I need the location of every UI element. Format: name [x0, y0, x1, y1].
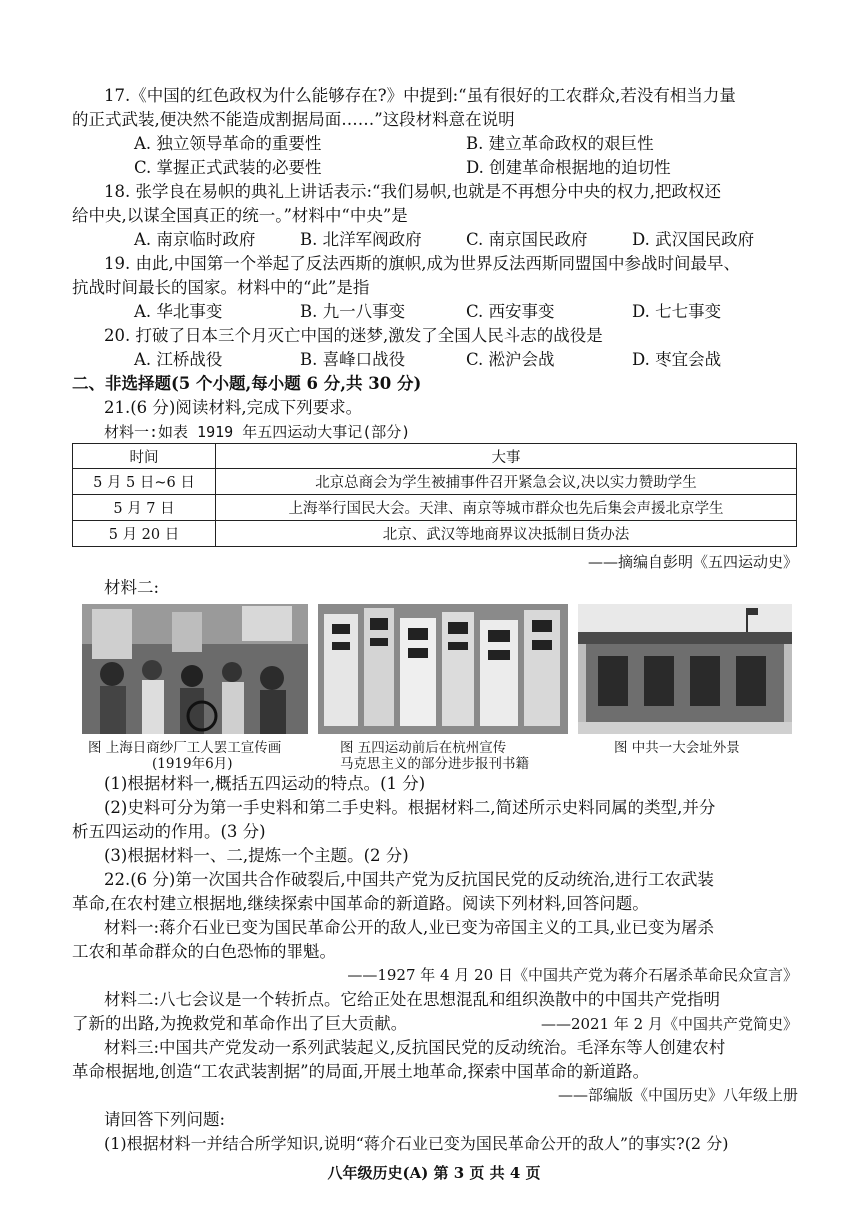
q21-sub2-line2: 析五四运动的作用。(3 分): [72, 822, 266, 841]
may-fourth-events-table: [72, 443, 797, 547]
q19-option-d: D. 七七事变: [632, 302, 722, 321]
caption-1-line1: 图 上海日商纱厂工人罢工宣传画: [88, 740, 282, 756]
table-header-row: [73, 444, 797, 469]
q20-line1: 20. 打破了日本三个月灭亡中国的迷梦,激发了全国人民斗志的战役是: [104, 326, 603, 345]
photo-strike-poster: [82, 604, 308, 734]
q20-option-c: C. 淞沪会战: [466, 350, 555, 369]
q22-material1-source: ——1927 年 4 月 20 日《中国共产党为蒋介石屠杀革命民众宣言》: [347, 966, 798, 984]
caption-1-line2: (1919年6月): [152, 756, 233, 772]
caption-2-line1: 图 五四运动前后在杭州宣传: [340, 740, 507, 756]
q19-line1: 19. 由此,中国第一个举起了反法西斯的旗帜,成为世界反法西斯同盟国中参战时间最早、: [104, 254, 740, 273]
q19-option-c: C. 西安事变: [466, 302, 555, 321]
q19-option-a: A. 华北事变: [134, 302, 223, 321]
q22-material3-line2: 革命根据地,创造“工农武装割据”的局面,开展土地革命,探索中国革命的新道路。: [72, 1062, 650, 1081]
table-cell-time: 5 月 5 日~6 日: [73, 469, 216, 495]
q19-line2: 抗战时间最长的国家。材料中的“此”是指: [72, 278, 370, 297]
q22-material2-line2: 了新的出路,为挽救党和革命作出了巨大贡献。: [72, 1014, 408, 1033]
q18-line2: 给中央,以谋全国真正的统一。”材料中“中央”是: [72, 206, 408, 225]
q22-ask: 请回答下列问题:: [104, 1110, 226, 1129]
table-cell-event: 北京总商会为学生被捕事件召开紧急会议,决以实力赞助学生: [216, 469, 797, 495]
q21-sub2-line1: (2)史料可分为第一手史料和第二手史料。根据材料二,简述所示史料同属的类型,并分: [104, 798, 716, 817]
q17-option-b: B. 建立革命政权的艰巨性: [466, 134, 654, 153]
q22-material3-source: ——部编版《中国历史》八年级上册: [557, 1086, 798, 1104]
table-cell-time: 5 月 7 日: [73, 495, 216, 521]
q22-intro-line2: 革命,在农村建立根据地,继续探索中国革命的新道路。阅读下列材料,回答问题。: [72, 894, 649, 913]
q22-sub1: (1)根据材料一并结合所学知识,说明“蒋介石业已变为国民革命公开的敌人”的事实?(2 分): [104, 1134, 729, 1153]
q18-option-c: C. 南京国民政府: [466, 230, 588, 249]
q17-option-c: C. 掌握正式武装的必要性: [134, 158, 322, 177]
q17-line1: 17.《中国的红色政权为什么能够存在?》中提到:“虽有很好的工农群众,若没有相当力量: [104, 86, 736, 105]
table-header-time: 时间: [73, 444, 216, 469]
table-cell-event: 上海举行国民大会。天津、南京等城市群众也先后集会声援北京学生: [216, 495, 797, 521]
q18-line1: 18. 张学良在易帜的典礼上讲话表示:“我们易帜,也就是不再想分中央的权力,把政权还: [104, 182, 721, 201]
q17-option-a: A. 独立领导革命的重要性: [134, 134, 322, 153]
section-heading: 二、非选择题(5 个小题,每小题 6 分,共 30 分): [72, 374, 422, 393]
photo-first-congress-site: [578, 604, 792, 734]
q18-option-d: D. 武汉国民政府: [632, 230, 755, 249]
q22-material3-line1: 材料三:中国共产党发动一系列武装起义,反抗国民党的反动统治。毛泽东等人创建农村: [104, 1038, 726, 1057]
q22-material1-line1: 材料一:蒋介石业已变为国民革命公开的敌人,业已变为帝国主义的工具,业已变为屠杀: [104, 918, 715, 937]
q22-material2-source: ——2021 年 2 月《中国共产党简史》: [540, 1015, 798, 1033]
q20-option-d: D. 枣宜会战: [632, 350, 722, 369]
q18-option-a: A. 南京临时政府: [134, 230, 256, 249]
table-row: [73, 469, 797, 495]
q21-material1-source: ——摘编自彭明《五四运动史》: [587, 553, 798, 571]
table-header-event: 大事: [216, 444, 797, 469]
table-cell-time: 5 月 20 日: [73, 521, 216, 547]
q20-option-b: B. 喜峰口战役: [300, 350, 406, 369]
page-footer: 八年级历史(A) 第 3 页 共 4 页: [327, 1164, 541, 1182]
q19-option-b: B. 九一八事变: [300, 302, 406, 321]
q22-material2-line1: 材料二:八七会议是一个转折点。它给正处在思想混乱和组织涣散中的中国共产党指明: [104, 990, 721, 1009]
q21-intro: 21.(6 分)阅读材料,完成下列要求。: [104, 398, 363, 417]
q21-sub3: (3)根据材料一、二,提炼一个主题。(2 分): [104, 846, 409, 865]
q17-line2: 的正式武装,便决然不能造成割据局面……”这段材料意在说明: [72, 110, 515, 129]
q21-material2-label: 材料二:: [104, 578, 160, 597]
q17-option-d: D. 创建革命根据地的迫切性: [466, 158, 671, 177]
q20-option-a: A. 江桥战役: [134, 350, 223, 369]
q21-material1-label: 材料一:如表 1919 年五四运动大事记(部分): [104, 423, 411, 441]
q21-sub1: (1)根据材料一,概括五四运动的特点。(1 分): [104, 774, 426, 793]
caption-2-line2: 马克思主义的部分进步报刊书籍: [340, 756, 529, 772]
photo-progressive-publications: [318, 604, 568, 734]
q22-material1-line2: 工农和革命群众的白色恐怖的罪魁。: [72, 942, 336, 961]
table-row: [73, 521, 797, 547]
q18-option-b: B. 北洋军阀政府: [300, 230, 422, 249]
q22-intro-line1: 22.(6 分)第一次国共合作破裂后,中国共产党为反抗国民党的反动统治,进行工农武装: [104, 870, 714, 889]
table-row: [73, 495, 797, 521]
table-cell-event: 北京、武汉等地商界议决抵制日货办法: [216, 521, 797, 547]
caption-3-line1: 图 中共一大会址外景: [614, 740, 740, 756]
